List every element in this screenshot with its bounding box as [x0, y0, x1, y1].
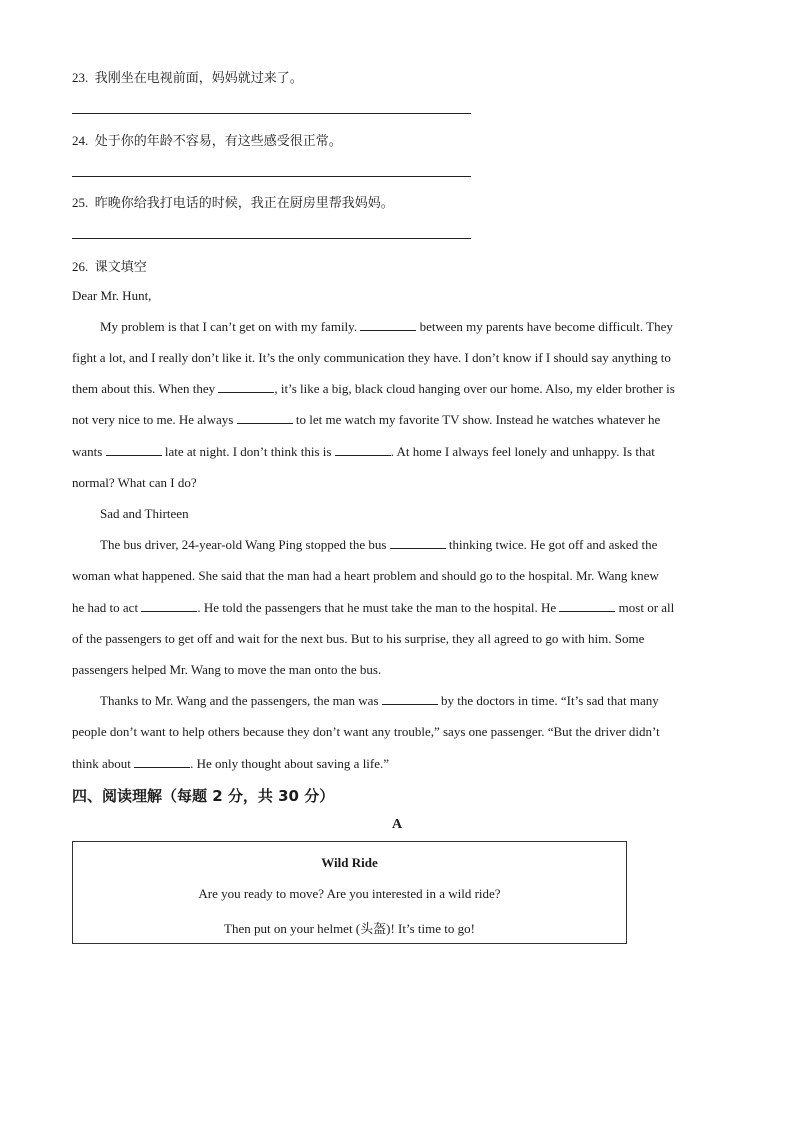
answer-line-24[interactable] [72, 176, 471, 177]
passage-line: fight a lot, and I really don’t like it. It’s the only communication they have. I don’t know if I should say anything to [72, 350, 671, 365]
passage-text: thinking twice. He got off and asked the [445, 537, 658, 552]
passage-line [100, 318, 750, 336]
question-number: 26. [72, 259, 89, 274]
passage-line: passengers helped Mr. Wang to move the man onto the bus. [72, 662, 382, 677]
fill-blank[interactable] [237, 411, 293, 424]
passage-line: people don’t want to help others because they don’t want any trouble,” says one passenger. “But the driver didn’t [72, 724, 660, 739]
passage-text: . He told the passengers that he must take the man to the hospital. He [197, 600, 560, 615]
question-25 [72, 192, 394, 211]
question-number: 23. [72, 70, 89, 85]
passage-text: between my parents have become difficult. They [416, 319, 673, 334]
letter-greeting: Dear Mr. Hunt, [72, 288, 152, 303]
passage-text: he had to act [72, 600, 142, 615]
letter-signature: Sad and Thirteen [100, 506, 189, 521]
passage-text: The bus driver, 24-year-old Wang Ping stopped the bus [100, 537, 390, 552]
passage-text: late at night. I don’t think this is [161, 444, 335, 459]
passage-text: them about this. When they [72, 381, 219, 396]
answer-line-23[interactable] [72, 113, 471, 114]
question-number: 25. [72, 195, 89, 210]
fill-blank[interactable] [106, 443, 162, 456]
passage-line [72, 443, 722, 461]
passage-line [100, 692, 750, 710]
passage-text: . At home I always feel lonely and unhappy. Is that [390, 444, 655, 459]
passage-text: wants [72, 444, 106, 459]
passage-text: . He only thought about saving a life.” [190, 756, 390, 771]
question-text: 处于你的年龄不容易，有这些感受很正常。 [94, 133, 342, 148]
part-label: A [391, 817, 403, 832]
passage-text: not very nice to me. He always [72, 412, 237, 427]
passage-line [72, 755, 722, 773]
question-26 [72, 256, 147, 275]
passage-line [72, 380, 722, 398]
passage-text: by the doctors in time. “It’s sad that many [437, 693, 659, 708]
fill-blank[interactable] [382, 692, 438, 705]
question-number: 24. [72, 133, 89, 148]
fill-blank[interactable] [218, 380, 274, 393]
fill-blank[interactable] [134, 755, 190, 768]
fill-blank[interactable] [360, 318, 416, 331]
box-text: Then put on your helmet (头盔)! It’s time to go! [224, 921, 475, 936]
passage-line: woman what happened. She said that the man had a heart problem and should go to the hospital. Mr. Wang knew [72, 568, 659, 583]
section-heading: 四、阅读理解（每题 2 分，共 30 分） [72, 787, 335, 805]
question-text: 我刚坐在电视前面，妈妈就过来了。 [94, 70, 303, 85]
box-text: Are you ready to move? Are you interested in a wild ride? [198, 886, 501, 901]
box-title: Wild Ride [321, 855, 378, 870]
fill-blank[interactable] [390, 536, 446, 549]
fill-blank[interactable] [559, 599, 615, 612]
fill-blank[interactable] [335, 443, 391, 456]
passage-line: normal? What can I do? [72, 475, 197, 490]
question-text: 课文填空 [94, 259, 147, 274]
answer-line-25[interactable] [72, 238, 471, 239]
question-text: 昨晚你给我打电话的时候，我正在厨房里帮我妈妈。 [94, 195, 394, 210]
passage-text: most or all [615, 600, 675, 615]
passage-text: , it’s like a big, black cloud hanging over our home. Also, my elder brother is [274, 381, 675, 396]
question-23 [72, 67, 303, 86]
passage-line [72, 599, 722, 617]
passage-text: My problem is that I can’t get on with my family. [100, 319, 361, 334]
passage-line [72, 411, 722, 429]
passage-text: think about [72, 756, 135, 771]
question-24 [72, 130, 342, 149]
passage-text: Thanks to Mr. Wang and the passengers, the man was [100, 693, 382, 708]
reading-box [72, 841, 627, 944]
passage-text: to let me watch my favorite TV show. Instead he watches whatever he [292, 412, 661, 427]
passage-line: of the passengers to get off and wait for the next bus. But to his surprise, they all agreed to go with him. Some [72, 631, 645, 646]
passage-line [100, 536, 750, 554]
fill-blank[interactable] [141, 599, 197, 612]
